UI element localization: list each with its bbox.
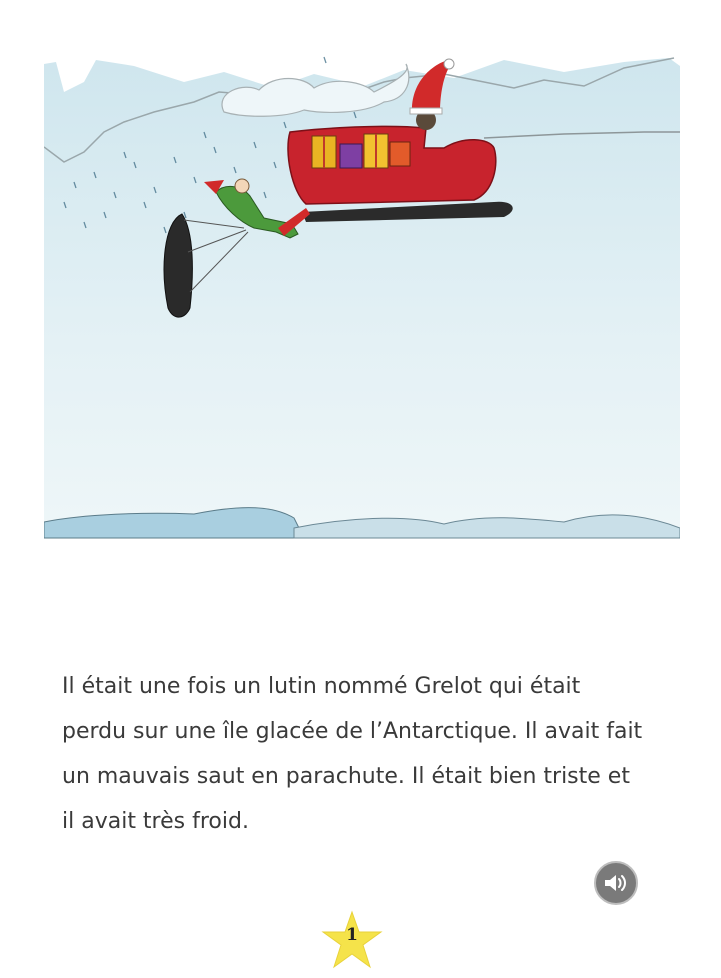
audio-play-button[interactable] [594,861,638,905]
story-illustration [44,52,680,542]
story-line-2: perdu sur une île glacée de l’Antarctique. Il avait fait [62,719,643,744]
story-line-1: Il était une fois un lutin nommé Grelot qui était [62,674,581,699]
speaker-icon [603,872,629,894]
story-line-4: il avait très froid. [62,809,249,834]
story-text [62,664,682,844]
story-line-3: un mauvais saut en parachute. Il était bien triste et [62,764,630,789]
page-number: 1 [346,925,358,945]
